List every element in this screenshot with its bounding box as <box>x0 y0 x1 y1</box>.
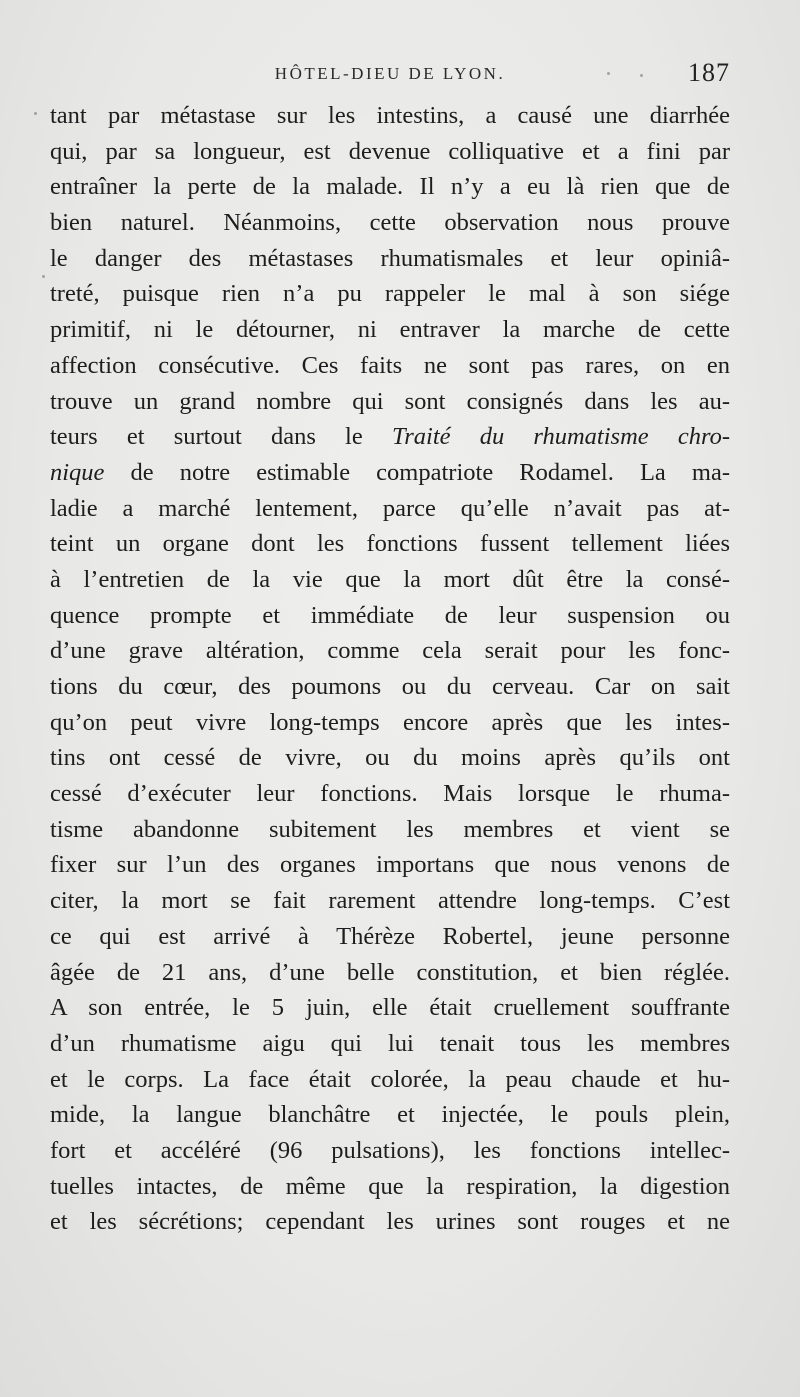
text-line: tant par métastase sur les intestins, a causé une diarrhée <box>50 102 730 129</box>
text-line: qu’on peut vivre long-temps encore après que les intes- <box>50 708 730 736</box>
page-number: 187 <box>688 58 730 87</box>
text-line: âgée de 21 ans, d’une belle constitution, et bien réglée. <box>50 958 730 986</box>
text-line: fixer sur l’un des organes importans que nous venons de <box>50 851 730 879</box>
text-line: d’une grave altération, comme cela serait pour les fonc- <box>50 637 730 665</box>
text-line: primitif, ni le détourner, ni entraver la marche de cette <box>50 316 730 344</box>
page-header <box>50 58 730 90</box>
text-line: cessé d’exécuter leur fonctions. Mais lorsque le rhuma- <box>50 780 730 808</box>
text-line: d’un rhumatisme aigu qui lui tenait tous les membres <box>50 1029 730 1057</box>
text-line: mide, la langue blanchâtre et injectée, le pouls plein, <box>50 1101 730 1129</box>
text-line: trouve un grand nombre qui sont consignés dans les au- <box>50 387 730 415</box>
text-line: affection consécutive. Ces faits ne sont pas rares, on en <box>50 351 730 379</box>
italic-book-title-end: nique <box>50 458 105 486</box>
text-line-with-italic-title <box>50 455 730 491</box>
text-line: citer, la mort se fait rarement attendre long-temps. C’est <box>50 887 730 915</box>
text-line: fort et accéléré (96 pulsations), les fonctions intellec- <box>50 1136 730 1164</box>
text-line: ce qui est arrivé à Thérèze Robertel, jeune personne <box>50 922 730 950</box>
paper-speck <box>640 74 643 77</box>
text-line: bien naturel. Néanmoins, cette observation nous prouve <box>50 209 730 237</box>
text-line: quence prompte et immédiate de leur suspension ou <box>50 601 730 629</box>
text-line: entraîner la perte de la malade. Il n’y a eu là rien que de <box>50 173 730 201</box>
text-segment: de notre estimable compatriote Rodamel. La ma- <box>104 458 730 486</box>
text-segment: teurs et surtout dans le <box>50 423 392 451</box>
running-head: HÔTEL-DIEU DE LYON. <box>274 64 506 83</box>
text-line: le danger des métastases rhumatismales et leur opiniâ- <box>50 244 730 272</box>
paper-speck <box>42 275 45 278</box>
text-line: et le corps. La face était colorée, la peau chaude et hu- <box>50 1065 730 1093</box>
text-line-with-italic-title <box>50 419 730 455</box>
paper-speck <box>34 112 37 115</box>
text-line: treté, puisque rien n’a pu rappeler le mal à son siége <box>50 280 730 308</box>
italic-book-title: Traité du rhumatisme chro- <box>391 423 730 451</box>
text-line: tuelles intactes, de même que la respiration, la digestion <box>50 1172 730 1200</box>
text-line: et les sécrétions; cependant les urines sont rouges et ne <box>50 1208 730 1236</box>
text-line: tins ont cessé de vivre, ou du moins après qu’ils ont <box>50 744 730 772</box>
text-line: tions du cœur, des poumons ou du cerveau. Car on sait <box>50 673 730 700</box>
text-line: ladie a marché lentement, parce qu’elle n’avait pas at- <box>50 494 730 522</box>
body-text <box>50 98 730 1240</box>
text-line: qui, par sa longueur, est devenue colliquative et a fini par <box>50 137 730 165</box>
text-line: A son entrée, le 5 juin, elle était cruellement souffrante <box>50 994 730 1022</box>
text-line: à l’entretien de la vie que la mort dût être la consé- <box>50 565 730 593</box>
paper-speck <box>607 72 610 75</box>
text-line: tisme abandonne subitement les membres et vient se <box>50 815 730 843</box>
text-line: teint un organe dont les fonctions fussent tellement liées <box>50 530 730 558</box>
